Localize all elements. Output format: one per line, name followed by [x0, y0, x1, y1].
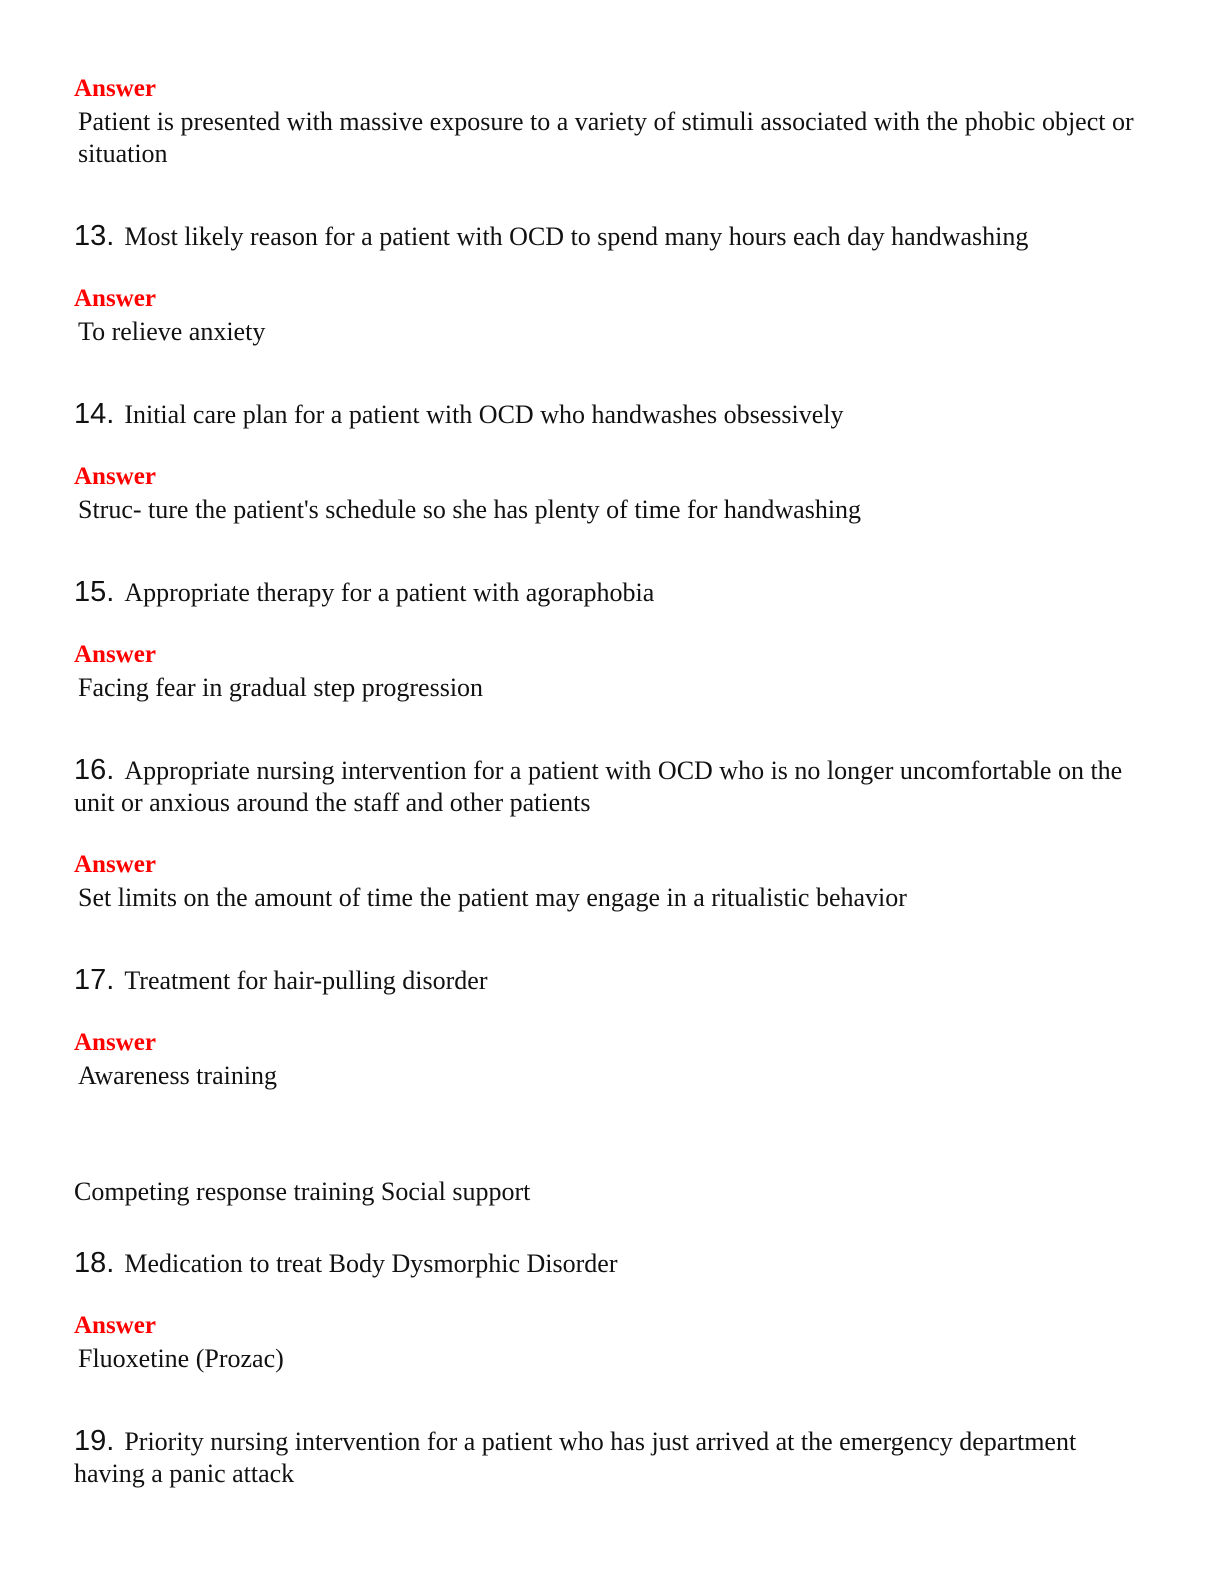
question-14 — [74, 398, 1134, 431]
answer-text: Awareness training — [78, 1061, 278, 1090]
question-number: 19. — [74, 1425, 115, 1457]
question-number: 16. — [74, 754, 115, 786]
question-16 — [74, 754, 1134, 819]
question-number: 13. — [74, 220, 115, 252]
answer-label: Answer — [74, 75, 156, 102]
answer-text: Fluoxetine (Prozac) — [78, 1344, 284, 1373]
question-17 — [74, 964, 1134, 997]
question-text: Appropriate therapy for a patient with agoraphobia — [124, 578, 655, 607]
answer-label: Answer — [74, 285, 156, 312]
question-number: 15. — [74, 576, 115, 608]
answer-text: Struc- ture the patient's schedule so she has plenty of time for handwashing — [78, 495, 862, 524]
question-text: Priority nursing intervention for a patient who has just arrived at the emergency department having a panic attack — [74, 1427, 1077, 1488]
question-text: Most likely reason for a patient with OCD to spend many hours each day handwashing — [124, 222, 1029, 251]
answer-block — [74, 286, 1134, 348]
question-text: Appropriate nursing intervention for a patient with OCD who is no longer uncomfortable on the unit or anxious around the staff and other patients — [74, 756, 1123, 817]
answer-block — [74, 1313, 1134, 1375]
answer-block — [74, 1030, 1134, 1092]
question-18 — [74, 1247, 1134, 1280]
question-13 — [74, 220, 1134, 253]
answer-label: Answer — [74, 1029, 156, 1056]
answer-block — [74, 76, 1134, 170]
answer-text: To relieve anxiety — [78, 317, 266, 346]
answer-continuation-text: Competing response training Social support — [74, 1177, 531, 1206]
answer-label: Answer — [74, 851, 156, 878]
question-15 — [74, 576, 1134, 609]
answer-block — [74, 642, 1134, 704]
answer-block — [74, 852, 1134, 914]
answer-label: Answer — [74, 463, 156, 490]
answer-text: Patient is presented with massive exposure to a variety of stimuli associated with the phobic object or situation — [78, 107, 1134, 168]
question-text: Initial care plan for a patient with OCD who handwashes obsessively — [124, 400, 844, 429]
answer-text: Set limits on the amount of time the patient may engage in a ritualistic behavior — [78, 883, 907, 912]
question-number: 14. — [74, 398, 115, 430]
question-number: 17. — [74, 964, 115, 996]
answer-label: Answer — [74, 641, 156, 668]
answer-block — [74, 464, 1134, 526]
question-number: 18. — [74, 1247, 115, 1279]
question-text: Treatment for hair-pulling disorder — [124, 966, 488, 995]
question-text: Medication to treat Body Dysmorphic Disorder — [124, 1249, 618, 1278]
answer-label: Answer — [74, 1312, 156, 1339]
question-19 — [74, 1425, 1134, 1490]
answer-text: Facing fear in gradual step progression — [78, 673, 484, 702]
